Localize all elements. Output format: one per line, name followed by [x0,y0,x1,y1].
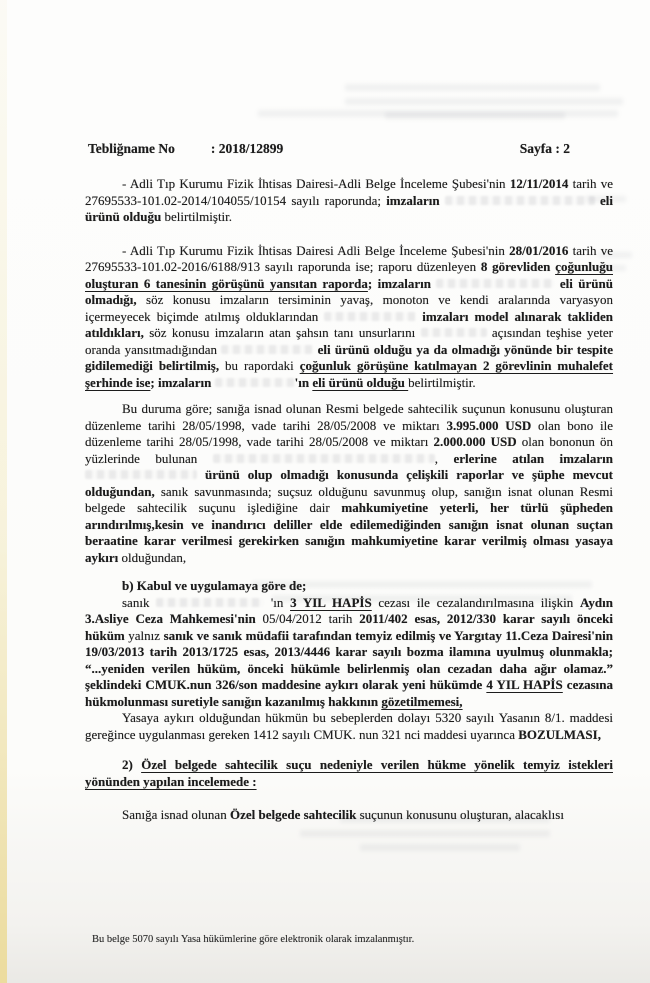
text-segment [197,467,205,482]
redacted-text [213,454,435,463]
text-segment: erlerine atılan imzaların [453,450,613,466]
text-segment: olan bono ile düzenleme tarihi 28/05/1998, vade tarihi 28/05/2008 ve miktarı [85,417,613,449]
text-segment: sanık ve sanık müdafii tarafından temyiz edilmiş ve Yargıtay 11.Ceza Dairesi'nin 19/03/2013 tarih 2013/1725 esas, 2013/4446 karar sayılı bozma ilamına uyulmuş olunmakla; “...yeniden verilen hüküm, önceki hükümle belirlenmiş olan cezadan daha ağır olamaz.” şeklindeki CMUK.nun 326/son maddesine aykırı olarak yeni hükümde [85,627,613,692]
text-segment: 2011/402 esas, 2012/330 karar sayılı önceki hüküm [85,611,614,643]
text-segment: Özel belgede sahtecilik [229,807,357,822]
text-segment: 2) [122,757,142,772]
text-segment: eli ürünü olmadığı, [85,275,613,307]
text-segment: suçunun konusunu oluşturan, alacaklısı [356,807,564,822]
text-segment: imzaları model alınarak takliden atıldıkları, [85,308,613,340]
para-bu-duruma-gore [85,401,613,566]
text-segment: eli ürünü olduğu [85,192,614,224]
text-segment: çoğunluk görüşüne katılmayan 2 görevlinin muhalefet şerhinde ise [85,358,614,390]
text-segment: sanık [122,594,157,610]
text-segment: imzaların [386,192,445,208]
text-segment: mahkumiyetine yeterli, her türlü şüpheden arındırılmış,kesin ve inandırıcı deliller elde edilemediğinden sanığın isnat olunan suçtan beraatine karar verilmesi gerekirken sanığın mahkumiyetine karar verilmiş olması yasaya aykırı [85,500,613,565]
redacted-text [445,196,595,205]
text-segment: çoğunluğu oluşturan 6 tanesinin görüşünü yansıtan raporda [85,259,613,291]
text-segment: gözetilmemesi, [381,693,463,709]
redacted-text [215,378,295,387]
text-segment: belirtilmiştir. [164,209,233,224]
text-segment: söz konusu imzaların atan şahsın tanı unsurlarını [143,325,421,340]
text-segment: Özel belgede sahtecilik suçu nedeniyle verilen hükme yönelik temyiz istekleri yönünden yapılan incelemede : [85,757,613,789]
para-ozel-belge-icerik [85,807,613,824]
text-segment: 3.995.000 USD [446,417,532,433]
text-segment: açısından teşhise yeter oranda yansıtmadığından [85,325,613,357]
redacted-text [156,598,264,607]
text-segment: Sanığa isnad olunan [122,807,230,822]
para-report-2016 [85,243,613,392]
text-segment: eli ürünü olduğu ya da olmadığı yönünde bir tespite gidilemediği belirtilmiş, [85,341,613,373]
para-kabul-baslik [85,578,613,595]
text-segment: tarih ve 27695533-101.02-2016/6188/913 sayılı raporunda ise; raporu düzenleyen [85,242,613,274]
text-segment: 4 YIL HAPİS [486,677,563,692]
para-ozel-belge-baslik [85,757,613,790]
text-segment: tarih ve 27695533-101.02-2014/104055/10154 sayılı raporunda; [85,176,613,208]
text-segment: belirtilmiştir. [408,374,476,390]
redacted-text [221,345,313,354]
text-segment: söz konusu imzaların tersiminin yavaş, monoton ve kendi aralarında varyasyon içermeyecek biçimde atılmış olduklarından [85,292,613,324]
redacted-text [421,328,487,337]
text-segment: eli ürünü olduğu [312,374,409,390]
text-segment: 2.000.000 USD [433,434,517,449]
text-segment: - Adli Tıp Kurumu Fizik İhtisas Dairesi Adli Belge İnceleme Şubesi'nin [122,242,510,258]
para-kabul-icerik [85,595,613,711]
para-bozulmasi [85,710,613,743]
text-segment: Yasaya aykırı olduğundan hükmün bu sebeplerden dolayı 5320 sayılı Yasanın 8/1. maddesi gereğince uygulanması gereken 1412 sayılı CMUK. nun 321 nci maddesi uyarınca [85,710,613,742]
text-segment: ; [367,275,378,291]
text-segment: ; [150,374,158,390]
bleed-through-ghost [258,110,648,124]
teblignane-label: Tebliğname No [88,141,175,156]
text-segment: Aydın 3.Asliye Ceza Mahkemesi'nin [85,594,613,626]
text-segment: sanık savunmasında; suçsuz olduğunu savunmuş olup, sanığın isnat olunan Resmi belgede sahtecilik suçunu işlediğine dair [85,483,613,515]
document-body [85,176,613,824]
text-segment: olduğundan, [118,549,187,565]
redacted-text [324,312,416,321]
text-segment: 12/11/2014 [509,176,569,191]
teblignane-number [88,141,283,157]
document-header [88,141,570,157]
text-segment: 05/04/2012 tarih [255,611,360,626]
text-segment: 3 YIL HAPİS [290,594,372,610]
text-segment: ürünü olup olmadığı konusunda çelişkili raporlar ve şüphe mevcut olduğundan, [85,467,613,499]
text-segment: yalnız [124,627,164,643]
page-left-edge-shadow [0,0,7,983]
para-report-2014 [85,176,613,226]
text-segment: BOZULMASI, [518,726,601,742]
text-segment: imzaların [377,275,437,291]
text-segment: 8 görevliden [480,259,556,274]
text-segment: - Adli Tıp Kurumu Fizik İhtisas Dairesi-Adli Belge İnceleme Şubesi'nin [122,176,510,191]
text-segment: 28/01/2016 [509,242,569,258]
text-segment: , [434,450,454,466]
page-number-label: Sayfa : 2 [519,141,570,156]
text-segment: bu rapordaki [219,358,300,373]
text-segment: cezası ile cezalandırılmasına ilişkin [371,594,580,610]
text-segment: Bu duruma göre; sanığa isnad olunan Resmi belgede sahtecilik suçunun konusunu oluşturan düzenleme tarihi 28/05/1998, vade tarihi 28/05/2008 ve miktarı [85,401,613,433]
electronic-signature-note: Bu belge 5070 sayılı Yasa hükümlerine göre elektronik olarak imzalanmıştır. [92,934,415,945]
text-segment: b) Kabul ve uygulamaya göre de; [122,578,307,593]
teblignane-value: : 2018/12899 [210,141,284,156]
text-segment: 'ın [264,594,291,610]
text-segment: cezasına hükmolunması suretiyle sanığın kazanılmış hakkının [85,677,614,709]
text-segment: imzaların [157,374,215,390]
text-segment: 'ın [294,374,313,390]
text-segment: olan bononun ön yüzlerinde bulunan [85,434,613,466]
redacted-text [436,279,554,288]
redacted-text [85,470,197,479]
